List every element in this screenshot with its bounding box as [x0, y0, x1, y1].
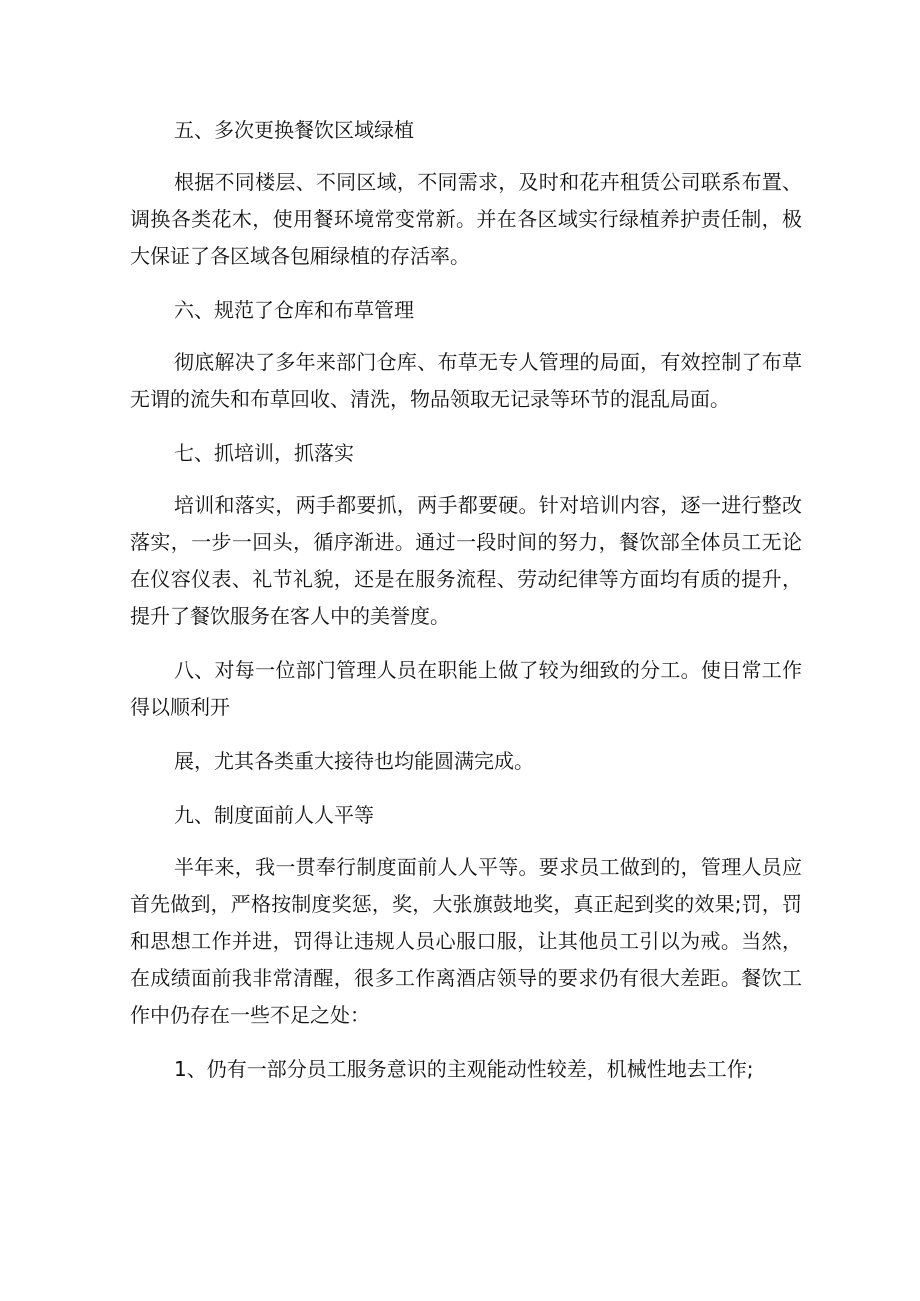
paragraph-warehouse: 彻底解决了多年来部门仓库、布草无专人管理的局面，有效控制了布草无谓的流失和布草回收、清洗，物品领取无记录等环节的混乱局面。	[130, 350, 802, 411]
list-item-1: 1、仍有一部分员工服务意识的主观能动性较差，机械性地去工作;	[174, 1057, 754, 1081]
section-heading-9: 九、制度面前人人平等	[174, 803, 374, 827]
paragraph-reception: 展，尤其各类重大接待也均能圆满完成。	[174, 749, 534, 773]
section-heading-6: 六、规范了仓库和布草管理	[174, 298, 414, 322]
paragraph-greenery: 根据不同楼层、不同区域，不同需求，及时和花卉租赁公司联系布置、调换各类花木，使用餐环境常变常新。并在各区域实行绿植养护责任制，极大保证了各区域各包厢绿植的存活率。	[130, 170, 802, 268]
section-heading-5: 五、多次更换餐饮区域绿植	[174, 118, 414, 142]
document-body	[130, 112, 802, 1105]
paragraph-training: 培训和落实，两手都要抓，两手都要硬。针对培训内容，逐一进行整改落实，一步一回头，循序渐进。通过一段时间的努力，餐饮部全体员工无论在仪容仪表、礼节礼貌，还是在服务流程、劳动纪律等方面均有质的提升，提升了餐饮服务在客人中的美誉度。	[130, 493, 802, 628]
paragraph-rules: 半年来，我一贯奉行制度面前人人平等。要求员工做到的，管理人员应首先做到，严格按制度奖惩，奖，大张旗鼓地奖，真正起到奖的效果;罚，罚和思想工作并进，罚得让违规人员心服口服，让其他员工引以为戒。当然，在成绩面前我非常清醒，很多工作离酒店领导的要求仍有很大差距。餐饮工作中仍存在一些不足之处：	[130, 855, 802, 1027]
section-heading-7: 七、抓培训，抓落实	[174, 441, 354, 465]
section-heading-8: 八、对每一位部门管理人员在职能上做了较为细致的分工。使日常工作得以顺利开	[130, 658, 802, 719]
